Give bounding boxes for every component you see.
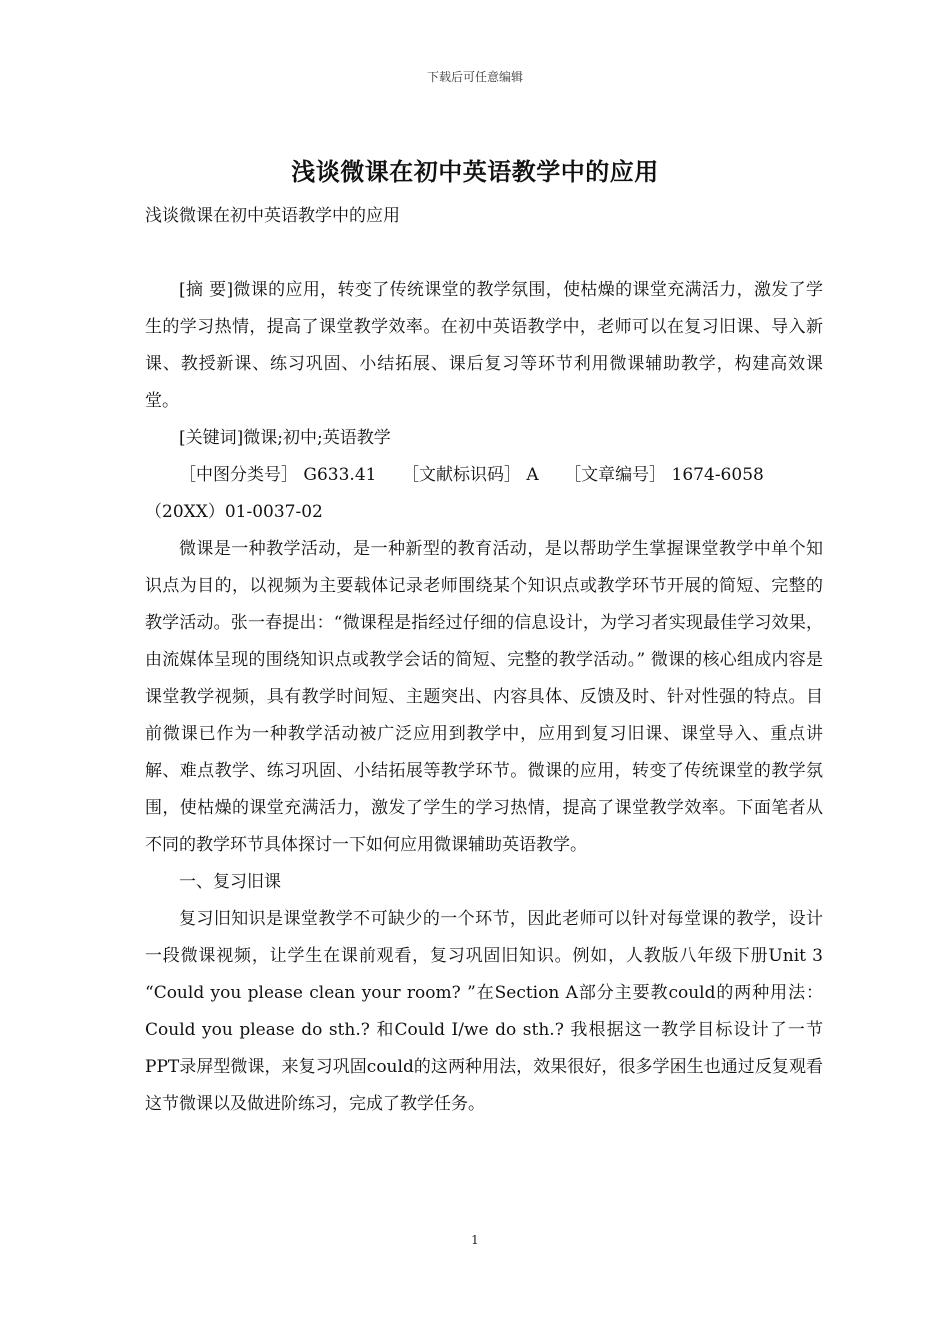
section-heading: 一、复习旧课 (179, 872, 281, 892)
section-paragraph: 复习旧知识是课堂教学不可缺少的一个环节，因此老师可以针对每堂课的教学，设计一段微课视频，让学生在课前观看，复习巩固旧知识。例如，人教版八年级下册Unit 3 “Could you please clean your room? ”在Section A部分主要教could的两种用法：Could you please do sth.? 和Could I/we do sth.? 我根据这一教学目标设计了一节PPT录屏型微课，来复习巩固could的这两种用法，效果很好，很多学困生也通过反复观看这节微课以及做进阶练习，完成了教学任务。 (145, 909, 823, 1114)
abstract-paragraph: [摘 要]微课的应用，转变了传统课堂的教学氛围，使枯燥的课堂充满活力，激发了学生的学习热情，提高了课堂教学效率。在初中英语教学中，老师可以在复习旧课、导入新课、教授新课、练习巩固、小结拓展、课后复习等环节利用微课辅助教学，构建高效课堂。 (145, 280, 823, 411)
document-title: 浅谈微课在初中英语教学中的应用 (291, 157, 659, 186)
header-note: 下载后可任意编辑 (426, 70, 523, 84)
document-body (145, 272, 823, 1123)
document-subtitle: 浅谈微课在初中英语教学中的应用 (145, 206, 400, 226)
intro-paragraph: 微课是一种教学活动，是一种新型的教育活动，是以帮助学生掌握课堂教学中单个知识点为目的，以视频为主要载体记录老师围绕某个知识点或教学环节开展的简短、完整的教学活动。张一春提出：“微课程是指经过仔细的信息设计，为学习者实现最佳学习效果，由流媒体呈现的围绕知识点或教学会话的简短、完整的教学活动。” 微课的核心组成内容是课堂教学视频，具有教学时间短、主题突出、内容具体、反馈及时、针对性强的特点。目前微课已作为一种教学活动被广泛应用到教学中，应用到复习旧课、课堂导入、重点讲解、难点教学、练习巩固、小结拓展等教学环节。微课的应用，转变了传统课堂的教学氛围，使枯燥的课堂充满活力，激发了学生的学习热情，提高了课堂教学效率。下面笔者从不同的教学环节具体探讨一下如何应用微课辅助英语教学。 (145, 539, 823, 855)
classification-paragraph: ［中图分类号］ G633.41 ［文献标识码］ A ［文章编号］ 1674-6058（20XX）01-0037-02 (145, 465, 764, 522)
page-number: 1 (471, 1233, 479, 1247)
keywords-paragraph: [关键词]微课;初中;英语教学 (179, 428, 391, 448)
